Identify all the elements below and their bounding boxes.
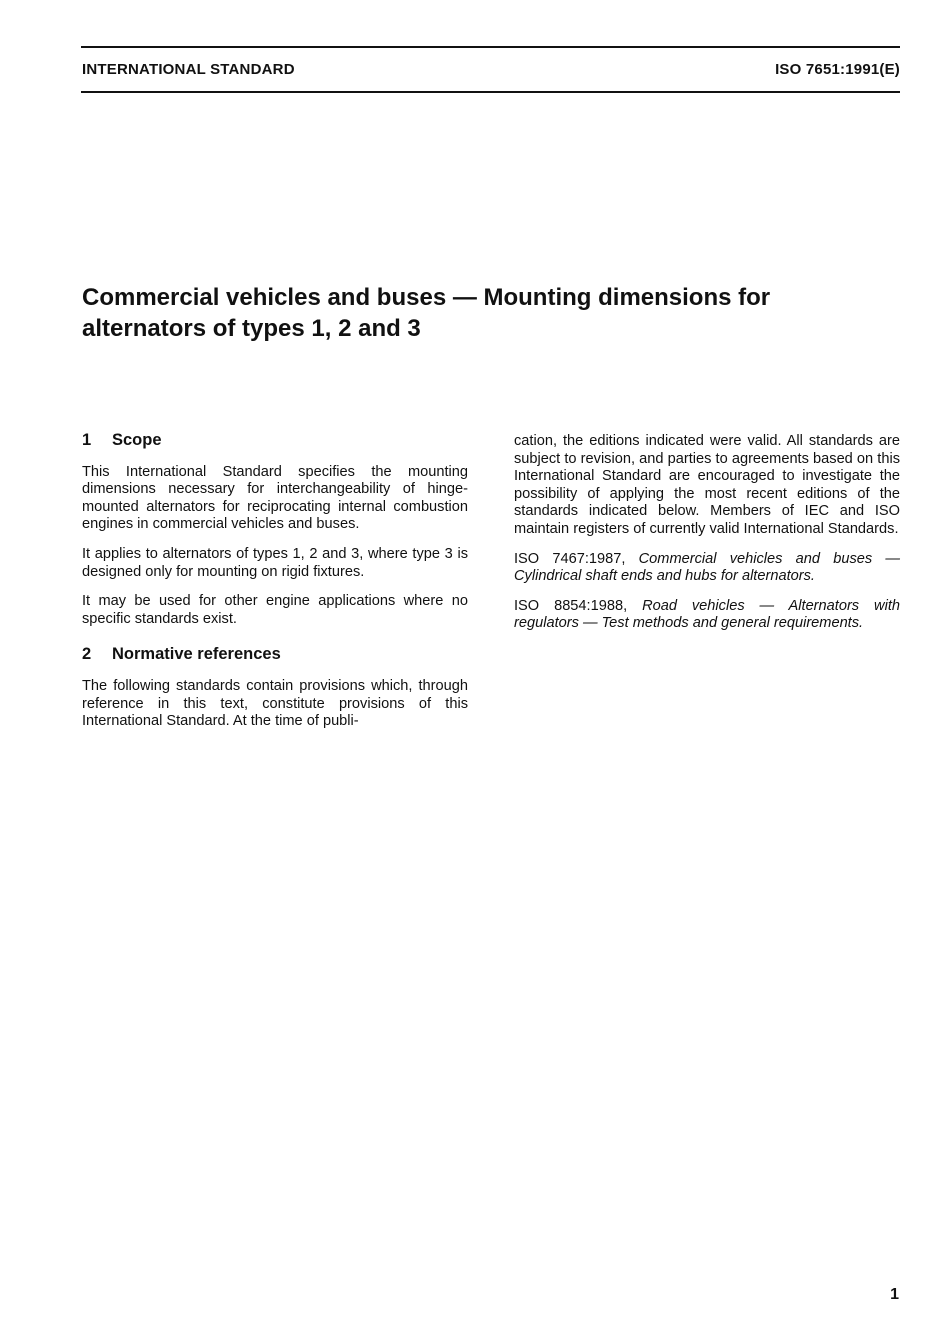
section-number: 1 [82, 431, 92, 449]
normative-paragraph-1: The following standards contain provisions which, through reference in this text, constitute provisions of this International Standard. At the time of publi- [82, 677, 468, 730]
standard-number: ISO 7651:1991(E) [775, 61, 900, 78]
header-bottom-rule [81, 91, 900, 93]
reference-title: Commercial vehicles and buses — Cylindrical shaft ends and hubs for alternators. [514, 550, 900, 585]
reference-code: ISO 8854:1988, [514, 597, 643, 614]
section-title: Normative references [112, 645, 281, 664]
section-title: Scope [112, 431, 162, 449]
section-heading-normative-references [82, 646, 468, 664]
section-heading-scope [82, 432, 468, 450]
right-column [514, 433, 900, 645]
header-top-rule [81, 46, 900, 48]
reference-item [514, 551, 900, 586]
reference-item [514, 598, 900, 633]
document-title: Commercial vehicles and buses — Mounting dimensions for alternators of types 1, 2 and 3 [82, 284, 771, 342]
section-number: 2 [82, 645, 92, 664]
scope-paragraph-2: It applies to alternators of types 1, 2 and 3, where type 3 is designed only for mounting on rigid fixtures. [82, 545, 468, 580]
scope-paragraph-3: It may be used for other engine applications where no specific standards exist. [82, 593, 468, 627]
left-column [82, 432, 468, 743]
reference-code: ISO 7467:1987, [514, 550, 639, 567]
document-type-label: INTERNATIONAL STANDARD [82, 61, 295, 78]
scope-paragraph-1: This International Standard specifies the mounting dimensions necessary for interchangeability of hinge-mounted alternators for reciprocating internal combustion engines in commercial vehicles and buses. [82, 463, 468, 533]
reference-title: Road vehicles — Alternators with regulators — Test methods and general requirements. [514, 597, 900, 632]
normative-paragraph-1-continued: cation, the editions indicated were valid. All standards are subject to revision, and parties to agreements based on this International Standard are encouraged to investigate the possibility of applying the most recent editions of the standards indicated below. Members of IEC and ISO maintain registers of currently valid International Standards. [514, 433, 900, 537]
page-number: 1 [890, 1286, 899, 1303]
